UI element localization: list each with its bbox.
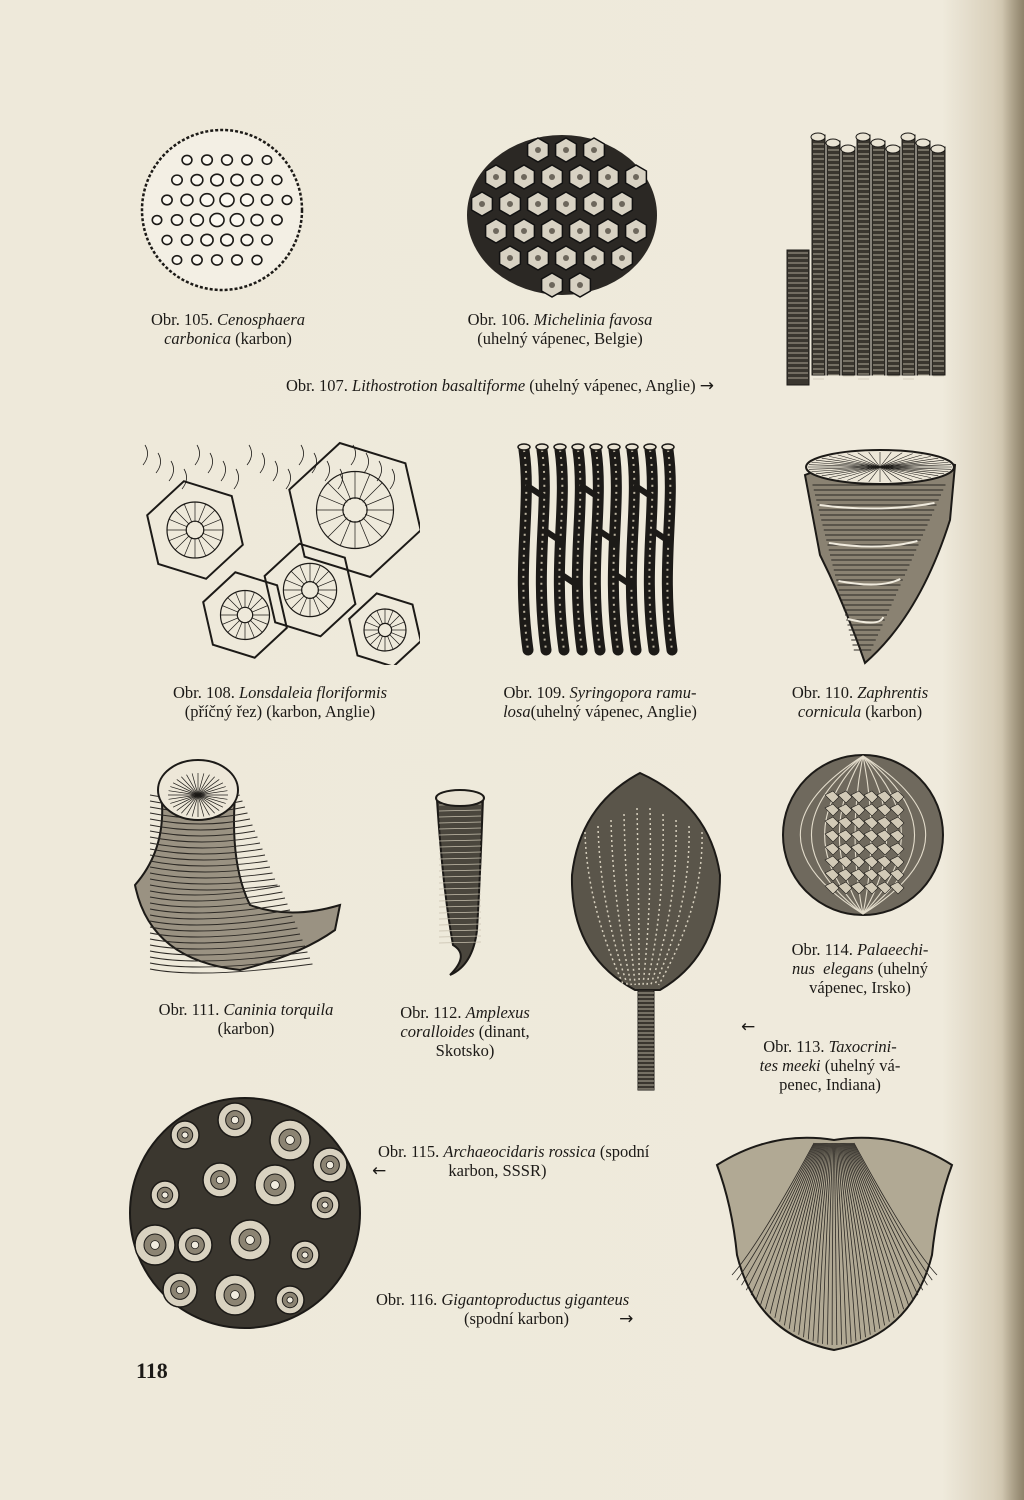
caption-112: Obr. 112. Amplexus coralloides (dinant, Skotsko) (400, 1003, 530, 1060)
caption-105: Obr. 105. Cenosphaera carbonica (karbon) (151, 310, 305, 348)
caption-114: Obr. 114. Palaeechi- nus elegans (uhelný vápenec, Irsko) (791, 940, 929, 997)
figure-105-illustration (130, 125, 315, 295)
figure-106-illustration (462, 130, 662, 300)
caption-110: Obr. 110. Zaphrentis cornicula (karbon) (791, 683, 929, 721)
caption-109: Obr. 109. Syringopora ramu- losa(uhelný vápenec, Anglie) (503, 683, 697, 721)
arrow-left-icon: ← (741, 1017, 756, 1037)
figure-112-illustration (425, 780, 495, 980)
caption-111: Obr. 111. Caninia torquila (karbon) (158, 1000, 334, 1038)
caption-116: Obr. 116. Gigantoproductus giganteus (spodní karbon) → (376, 1290, 634, 1329)
page-edge-shadow (1002, 0, 1024, 1500)
figure-109-illustration (512, 435, 692, 670)
caption-115: Obr. 115. Archaeocidaris rossica (spodní ← karbon, SSSR) (372, 1142, 650, 1181)
figure-114-illustration (775, 750, 950, 920)
page-number: 118 (136, 1358, 168, 1383)
arrow-right-icon: → (699, 376, 714, 396)
figure-113-illustration (560, 765, 735, 1095)
figure-108-illustration (135, 440, 420, 665)
caption-113: ← Obr. 113. Taxocrini- tes meeki (uhelný vá- penec, Indiana) (735, 1018, 925, 1094)
figure-111-illustration (130, 755, 345, 980)
figure-115-illustration (125, 1085, 365, 1340)
figure-107-illustration (782, 125, 952, 395)
arrow-right-icon: → (619, 1309, 634, 1329)
arrow-left-icon: ← (372, 1161, 387, 1181)
caption-108: Obr. 108. Lonsdaleia floriformis (příčný řez) (karbon, Anglie) (172, 683, 388, 721)
figure-110-illustration (800, 445, 960, 670)
caption-106: Obr. 106. Michelinia favosa (uhelný vápenec, Belgie) (467, 310, 653, 348)
figure-116-illustration (712, 1125, 957, 1355)
caption-107: Obr. 107. Lithostrotion basaltiforme (uhelný vápenec, Anglie) → (286, 376, 714, 396)
